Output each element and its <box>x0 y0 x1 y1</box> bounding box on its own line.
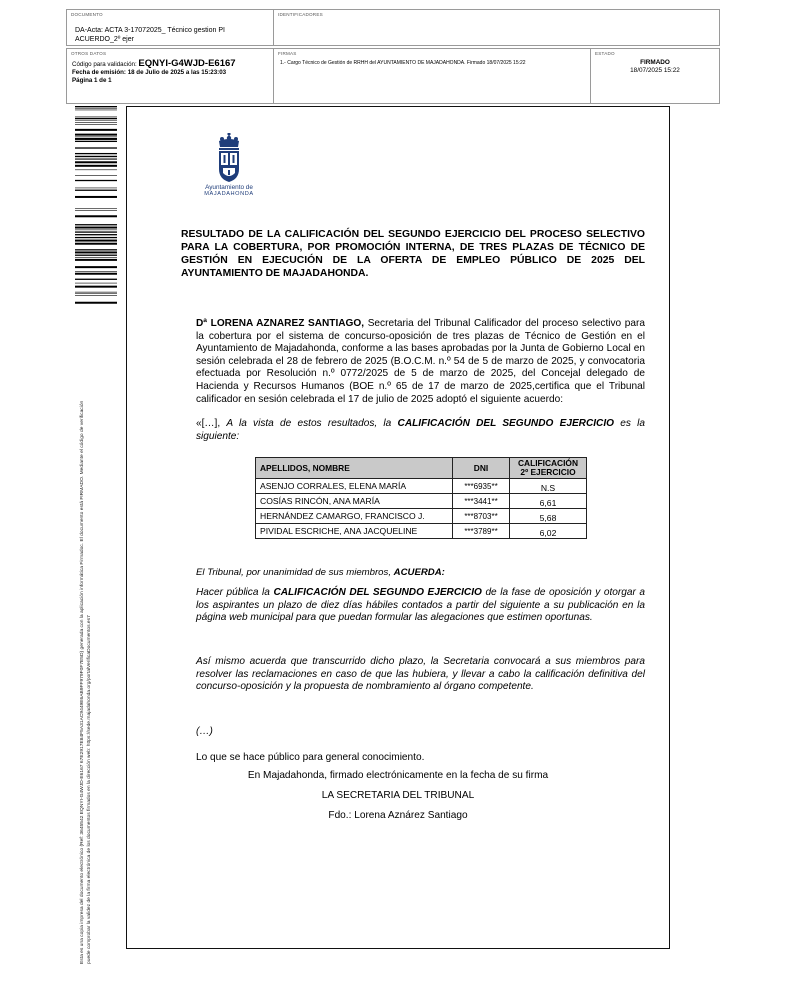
quote-post: es la siguiente: <box>196 418 645 442</box>
firma-1: 1.- Cargo Técnico de Gestión de RRHH del AYUNTAMIENTO DE MAJADAHONDA. Firmado 18/07/2025 15:22 <box>280 60 526 66</box>
document-title: RESULTADO DE LA CALIFICACIÓN DEL SEGUNDO EJERCICIO DEL PROCESO SELECTIVO PARA LA COBERTURA, POR PROMOCIÓN INTERNA, DE TRES PLAZAS DE TÉCNICO DE GESTIÓN EN EJECUCIÓN DE LA OFERTA DE EMPLEO PÚBLICO DE 2025 DEL AYUNTAMIENTO DE MAJADAHONDA. <box>181 229 645 279</box>
barcode-bar <box>75 240 117 242</box>
barcode-bar <box>75 237 117 238</box>
emision-date: Fecha de emisión: 18 de Julio de 2025 a las 15:23:03 <box>72 69 227 76</box>
documento-box <box>66 9 275 46</box>
acuerdo1-bold: CALIFICACIÓN DEL SEGUNDO EJERCICIO <box>273 587 482 598</box>
quote-pre: A la vista de estos resultados, la <box>226 418 398 429</box>
barcode-bar <box>75 138 117 140</box>
table-row <box>256 479 587 494</box>
barcode-bar <box>75 295 117 296</box>
firmas-label: FIRMAS <box>278 51 297 56</box>
estado-value: FIRMADO <box>640 59 670 66</box>
barcode-bar <box>75 180 117 181</box>
barcode-bar <box>75 279 117 280</box>
barcode-bar <box>75 255 117 256</box>
barcode-bar <box>75 188 117 189</box>
cell-score: 6,61 <box>510 494 587 509</box>
firmas-box <box>273 48 592 104</box>
barcode-bar <box>75 147 117 148</box>
municipal-logo <box>197 133 261 203</box>
closing-line: Lo que se hace público para general conocimiento. <box>196 752 425 763</box>
cell-dni: ***8703** <box>453 509 510 524</box>
estado-date: 18/07/2025 15:22 <box>630 67 680 74</box>
barcode-bar <box>75 117 117 118</box>
tribunal-pre: El Tribunal, por unanimidad de sus miembros, <box>196 567 394 578</box>
coat-of-arms-icon <box>214 133 244 183</box>
intro-text: Secretaria del Tribunal Calificador del proceso selectivo para la cobertura por el sistema de concurso-oposición de tres plazas de Técnico de Gestión en el Ayuntamiento de Majadahonda, conforme a las bases aprobadas por la Junta de Gobierno Local en sesión celebrada el 28 de febrero de 2025 (B.O.C.M. n.º 54 de 5 de marzo de 2025, y convocatoria efectuada por Resolución n.º 0772/2025 de 5 de marzo de 2025, del Concejal delegado de Hacienda y Recursos Humanos (BOE n.º 65 de 17 de marzo de 2025,certifica que el Tribunal calificador en sesión celebrada el 17 de julio de 2025 adoptó el siguiente acuerdo: <box>196 318 646 405</box>
cell-name: COSÍAS RINCÓN, ANA MARÍA <box>256 494 453 509</box>
tribunal-acuerda: ACUERDA: <box>393 567 445 578</box>
barcode-bar <box>75 292 117 293</box>
validacion-code: EQNYI-G4WJD-E6167 <box>138 58 236 69</box>
cell-score: N.S <box>510 479 587 494</box>
logo-line-1: Ayuntamiento de <box>205 184 253 191</box>
cell-name: PIVIDAL ESCRICHE, ANA JACQUELINE <box>256 524 453 539</box>
barcode-bar <box>75 231 117 232</box>
table-header-row <box>256 458 587 479</box>
barcode-bar <box>75 158 117 159</box>
barcode-bar <box>75 208 117 209</box>
barcode-bar <box>75 190 117 191</box>
identificadores-box <box>273 9 720 46</box>
cell-name: ASENJO CORRALES, ELENA MARÍA <box>256 479 453 494</box>
otros-label: OTROS DATOS <box>71 51 107 56</box>
barcode-bar <box>75 243 117 245</box>
ellipsis: (…) <box>196 726 213 737</box>
header-name: APELLIDOS, NOMBRE <box>256 458 453 479</box>
signature-place: En Majadahonda, firmado electrónicamente en la fecha de su firma <box>247 770 549 781</box>
barcode-bar <box>75 271 117 272</box>
barcode <box>75 106 117 304</box>
barcode-bar <box>75 129 117 131</box>
header-dni: DNI <box>453 458 510 479</box>
barcode-bar <box>75 137 117 138</box>
cell-score: 5,68 <box>510 509 587 524</box>
documento-value: DA-Acta: ACTA 3-17072025_ Técnico gestion PI ACUERDO_2º ejer <box>75 27 225 43</box>
barcode-bar <box>75 286 117 288</box>
barcode-bar <box>75 120 117 121</box>
barcode-bar <box>75 227 117 229</box>
acuerdo-paragraph-2: Así mismo acuerda que transcurrido dicho plazo, la Secretaria convocará a sus miembros para resolver las reclamaciones en caso de que las hubiera, y llevar a cabo la calificación definitiva del concurso-oposición y la propuesta de nombramiento al órgano competente. <box>196 656 645 693</box>
cell-score: 6,02 <box>510 524 587 539</box>
barcode-bar <box>75 249 117 250</box>
barcode-bar <box>75 259 117 261</box>
barcode-bar <box>75 110 117 111</box>
table-row <box>256 524 587 539</box>
barcode-bar <box>75 234 117 235</box>
acuerdo1-pre: Hacer pública la <box>196 587 274 598</box>
barcode-bar <box>75 251 117 253</box>
barcode-bar <box>75 302 117 304</box>
intro-paragraph <box>196 318 645 406</box>
barcode-bar <box>75 108 117 109</box>
table-row <box>256 509 587 524</box>
cell-dni: ***6935** <box>453 479 510 494</box>
barcode-bar <box>75 175 117 176</box>
documento-label: DOCUMENTO <box>71 12 103 17</box>
barcode-bar <box>75 283 117 284</box>
side-note-1: Esta es una copia impresa del documento electrónico (Ref: 3645542 EQNYI-G4WJD-E6167 67E2917E84F5A31AC9449E6AB9FF979F0F7E5D) generada con la aplicación informática Firmadoc. El documento está FIRMADO. Mediante el código de verificación <box>80 400 85 964</box>
table-row <box>256 494 587 509</box>
barcode-bar <box>75 141 117 142</box>
quote-open: «[…], <box>196 418 227 429</box>
barcode-bar <box>75 224 117 225</box>
validacion-prefix: Código para validación: <box>72 61 137 68</box>
estado-box <box>590 48 720 104</box>
barcode-bar <box>75 165 117 167</box>
barcode-bar <box>75 293 117 294</box>
identificadores-label: IDENTIFICADORES <box>278 12 323 17</box>
page-count: Página 1 de 1 <box>72 77 112 84</box>
quote-bold: CALIFICACIÓN DEL SEGUNDO EJERCICIO <box>397 418 615 429</box>
secretary-name: Dª LORENA AZNAREZ SANTIAGO, <box>196 318 365 329</box>
signature-name: Fdo.: Lorena Aznárez Santiago <box>328 810 468 821</box>
estado-label: ESTADO <box>595 51 615 56</box>
acuerdo-paragraph-1 <box>196 587 645 625</box>
side-note-2: puede comprobar la validez de la firma electrónica de los documentos firmados en la dirección web: https://sede.majadahonda.org/portalVerificaDocumentos.es7 <box>87 615 92 964</box>
barcode-bar <box>75 170 117 171</box>
quote-paragraph <box>196 418 645 443</box>
barcode-bar <box>75 153 117 154</box>
barcode-bar <box>75 159 117 160</box>
barcode-bar <box>75 124 117 125</box>
signature-role: LA SECRETARIA DEL TRIBUNAL <box>321 790 475 801</box>
logo-line-2: MAJADAHONDA <box>204 191 254 197</box>
barcode-bar <box>75 118 117 119</box>
cell-dni: ***3789** <box>453 524 510 539</box>
barcode-bar <box>75 196 117 198</box>
results-table <box>255 457 587 539</box>
barcode-bar <box>75 230 117 231</box>
cell-name: HERNÁNDEZ CAMARGO, FRANCISCO J. <box>256 509 453 524</box>
cell-dni: ***3441** <box>453 494 510 509</box>
barcode-bar <box>75 156 117 157</box>
barcode-bar <box>75 273 117 275</box>
acuerdo1-post: de la fase de oposición y otorgar a los aspirantes un plazo de diez días hábiles contados a partir del siguiente a su publicación en la página web municipal para que puedan formular las alegaciones que estimen oportunas. <box>196 587 645 624</box>
barcode-bar <box>75 266 117 268</box>
barcode-bar <box>75 161 117 163</box>
header-calificacion: CALIFICACIÓN 2º EJERCICIO <box>510 458 587 479</box>
barcode-bar <box>75 210 117 211</box>
barcode-bar <box>75 215 117 217</box>
barcode-bar <box>75 122 117 123</box>
barcode-bar <box>75 106 117 107</box>
barcode-bar <box>75 257 117 258</box>
tribunal-line <box>196 567 645 580</box>
otros-datos-box <box>66 48 275 104</box>
barcode-bar <box>75 134 117 136</box>
